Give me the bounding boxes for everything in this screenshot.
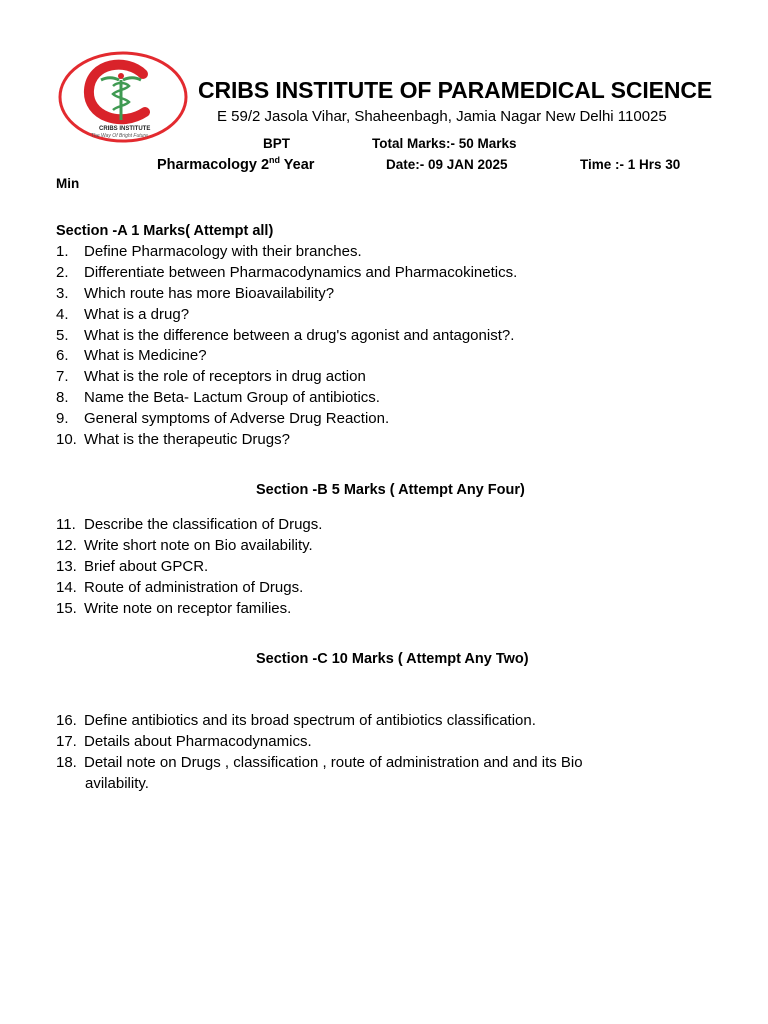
- exam-date: Date:- 09 JAN 2025: [386, 157, 508, 172]
- exam-time-continued: Min: [56, 176, 80, 191]
- course-label: BPT: [263, 136, 290, 151]
- logo-text: CRIBS INSTITUTE: [99, 126, 151, 132]
- exam-time: Time :- 1 Hrs 30: [580, 157, 681, 172]
- institute-name: CRIBS INSTITUTE OF PARAMEDICAL SCIENCE: [198, 77, 713, 103]
- section-a-heading: Section -A 1 Marks( Attempt all): [56, 223, 274, 239]
- institute-logo: [57, 50, 189, 144]
- institute-address: E 59/2 Jasola Vihar, Shaheenbagh, Jamia Nagar New Delhi 110025: [217, 108, 667, 125]
- subject-title: Pharmacology 2nd Year: [157, 155, 315, 173]
- total-marks: Total Marks:- 50 Marks: [372, 136, 517, 151]
- logo-tagline: The Way Of Bright Future: [91, 133, 148, 139]
- section-c-heading: Section -C 10 Marks ( Attempt Any Two): [256, 651, 529, 667]
- section-b-heading: Section -B 5 Marks ( Attempt Any Four): [256, 482, 525, 498]
